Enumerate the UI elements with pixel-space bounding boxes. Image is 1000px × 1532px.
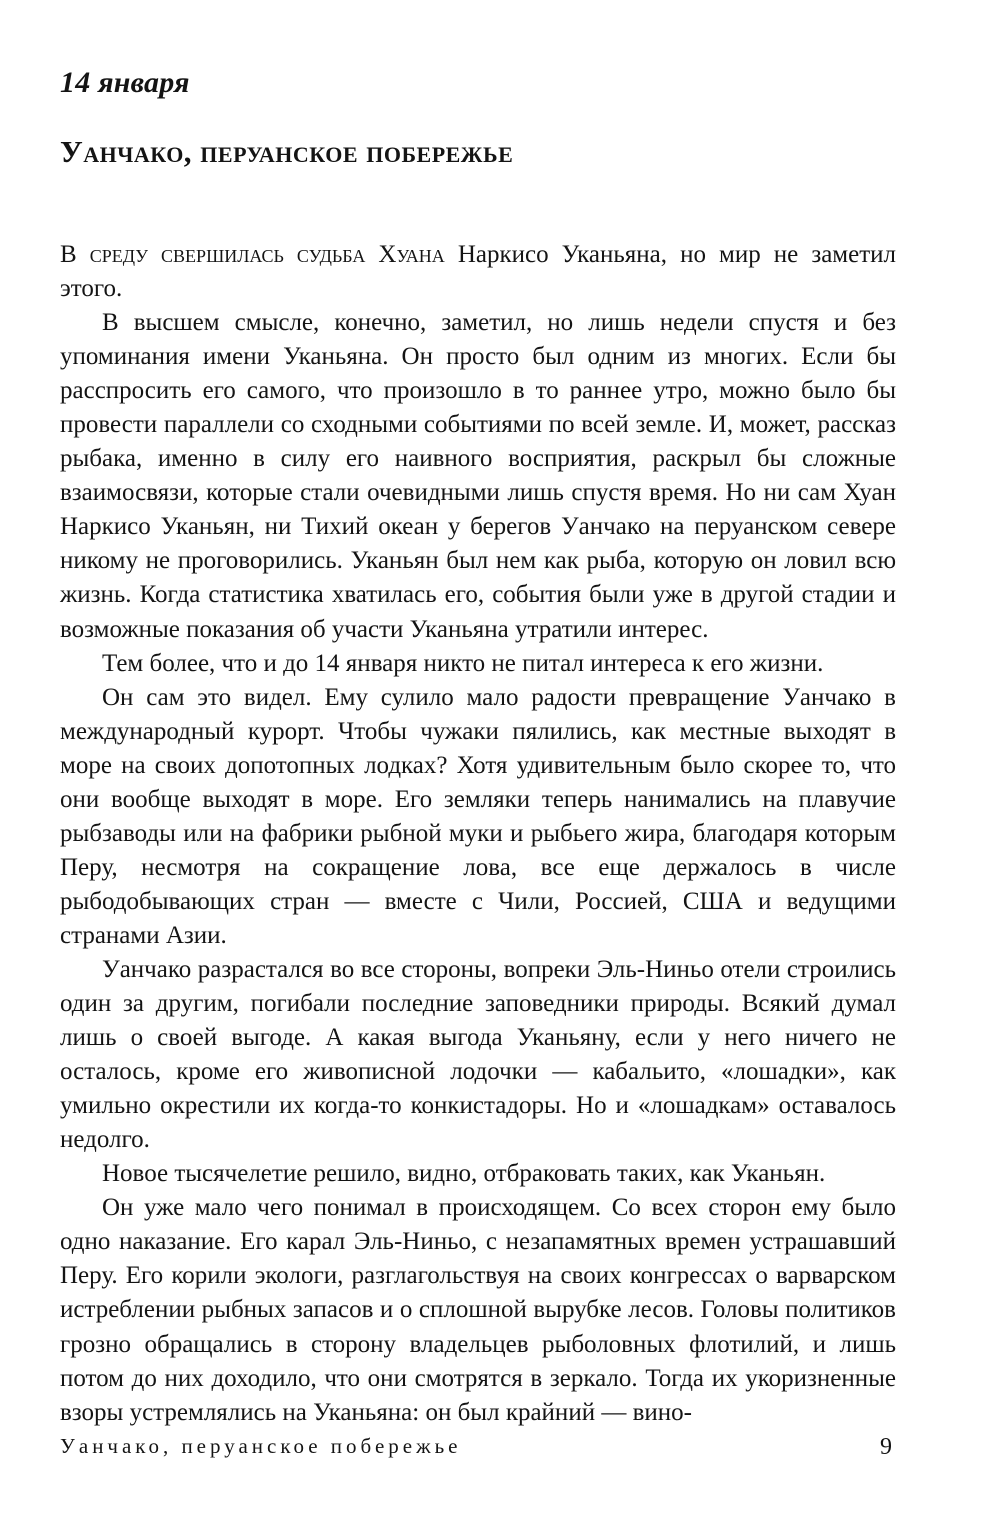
paragraph-3: Тем более, что и до 14 января никто не питал интереса к его жизни.: [102, 649, 824, 677]
paragraph-1-text: Наркисо Уканьяна, но мир не заметил этого.: [60, 241, 896, 303]
chapter-title: Уанчако, перуанское побережье: [60, 134, 514, 169]
chapter-body: [60, 238, 896, 1430]
paragraph-7: Он уже мало чего понимал в происходящем. Со всех сторон ему было одно наказание. Его карал Эль-Ниньо, с незапамятных времен устрашавший Перу. Его корили экологи, разглагольствуя на своих конгрессах о варварском истреблении рыбных запасов и о сплошной вырубке лесов. Головы политиков грозно обращались в сторону владельцев рыболовных флотилий, и лишь потом до них доходило, что они смотрятся в зеркало. Тогда их укоризненные взоры устремлялись на Уканьяна: он был крайний — вино-: [60, 1194, 896, 1426]
paragraph-2: В высшем смысле, конечно, заметил, но лишь недели спустя и без упоминания имени Уканьяна. Он просто был одним из многих. Если бы расспросить его самого, что произошло в то раннее утро, можно было бы провести параллели со сходными событиями по всей земле. И, может, рассказ рыбака, именно в силу его наивного восприятия, раскрыл бы сложные взаимосвязи, которые стали очевидными лишь спустя время. Но ни сам Хуан Наркисо Уканьян, ни Тихий океан у берегов Уанчако на перуанском севере никому не проговорились. Уканьян был нем как рыба, которую он ловил всю жизнь. Когда статистика хватилась его, события были уже в другой стадии и возможные показания об участи Уканьяна утратили интерес.: [60, 309, 896, 643]
paragraph-5: Уанчако разрастался во все стороны, вопреки Эль-Ниньо отели строились один за другим, погибали последние заповедники природы. Всякий думал лишь о своей выгоде. А какая выгода Уканьяну, если у него ничего не осталось, кроме его живописной лодочки — кабальито, «лошадки», как умильно окрестили их когда-то конкистадоры. Но и «лошадкам» оставалось недолго.: [60, 955, 896, 1154]
paragraph-4: Он сам это видел. Ему сулило мало радости превращение Уанчако в международный курорт. Чтобы чужаки пялились, как местные выходят в море на своих допотопных лодках? Хотя удивительным было скорее то, что они вообще выходят в море. Его земляки теперь нанимались на плавучие рыбзаводы или на фабрики рыбной муки и рыбьего жира, благодаря которым Перу, несмотря на сокращение лова, все еще держалось в числе рыбодобывающих стран — вместе с Чили, Россией, США и ведущими странами Азии.: [60, 683, 896, 949]
running-title: Уанчако, перуанское побережье: [60, 1434, 462, 1458]
paragraph-6: Новое тысячелетие решило, видно, отбраковать таких, как Уканьян.: [102, 1160, 826, 1188]
paragraph-1-lead: В среду свершилась судьба Хуана: [60, 241, 445, 268]
paragraph-1: [60, 238, 896, 306]
page-number: 9: [880, 1434, 892, 1460]
chapter-date: 14 января: [60, 66, 190, 99]
